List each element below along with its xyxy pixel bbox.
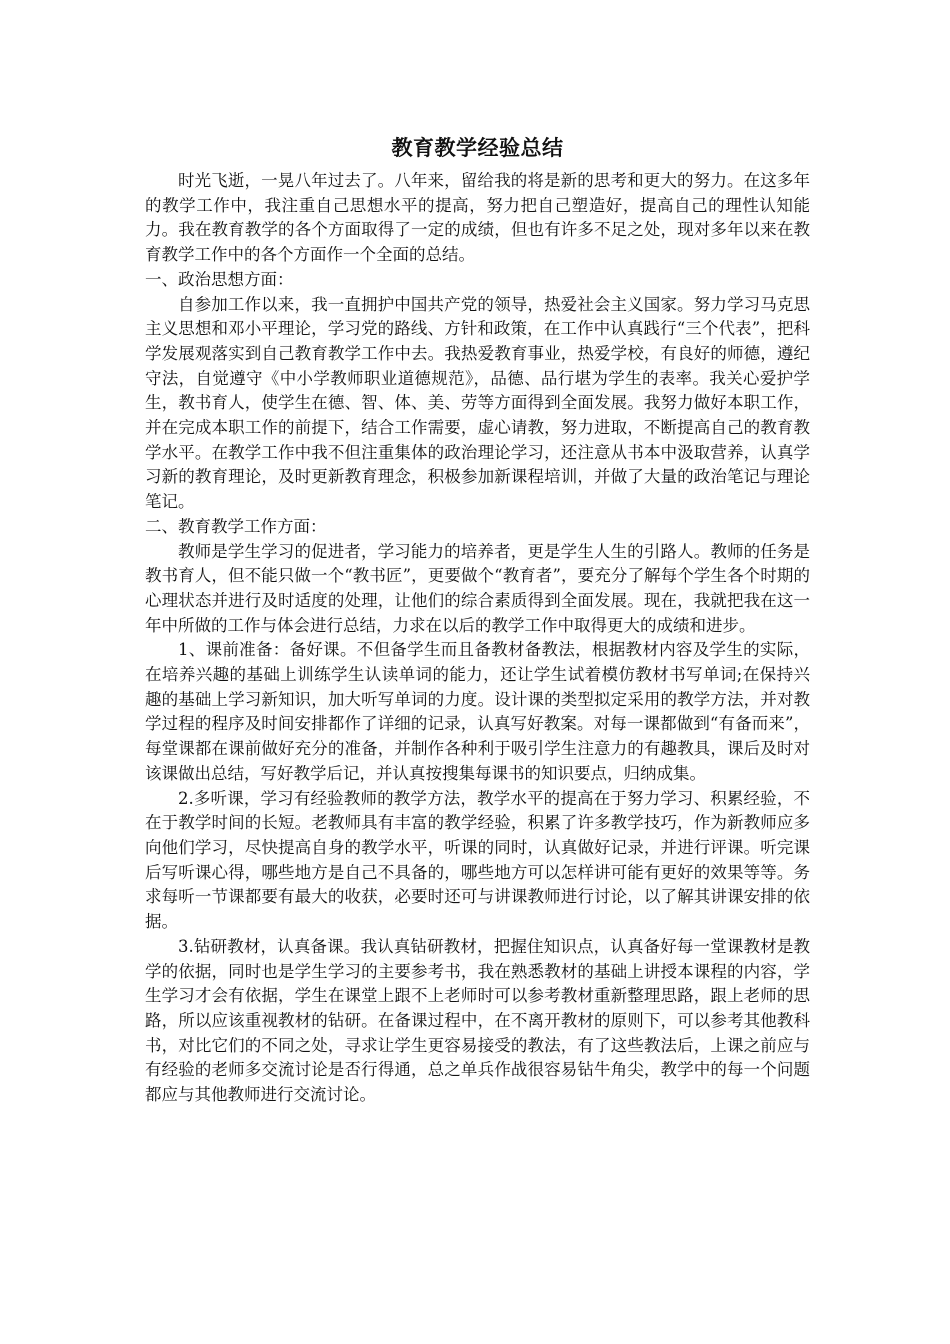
lesson-prep-paragraph: 1、课前准备：备好课。不但备学生而且备教材备教法，根据教材内容及学生的实际，在培养兴趣的基础上训练学生认读单词的能力，还让学生试着模仿教材书写单词;在保持兴趣的基础上学习新知识，加大听写单词的力度。设计课的类型拟定采用的教学方法，并对教学过程的程序及时间安排都作了详细的记录，认真写好教案。对每一课都做到“有备而来”，每堂课都在课前做好充分的准备，并制作各种利于吸引学生注意力的有趣教具，课后及时对该课做出总结，写好教学后记，并认真按搜集每课书的知识要点，归纳成集。 (145, 640, 810, 783)
observe-classes-paragraph: 2.多听课，学习有经验教师的教学方法，教学水平的提高在于努力学习、积累经验，不在于教学时间的长短。老教师具有丰富的教学经验，积累了许多教学技巧，作为新教师应多向他们学习，尽快提高自身的教学水平，听课的同时，认真做好记录，并进行评课。听完课后写听课心得，哪些地方是自己不具备的，哪些地方可以怎样讲可能有更好的效果等等。务求每听一节课都要有最大的收获，必要时还可与讲课教师进行讨论，以了解其讲课安排的依据。 (145, 788, 810, 932)
document-title: 教育教学经验总结 (391, 136, 564, 160)
study-materials-paragraph: 3.钻研教材，认真备课。我认真钻研教材，把握住知识点，认真备好每一堂课教材是教学的依据，同时也是学生学习的主要参考书，我在熟悉教材的基础上讲授本课程的内容，学生学习才会有依据，学生在课堂上跟不上老师时可以参考教材重新整理思路，跟上老师的思路，所以应该重视教材的钻研。在备课过程中，在不离开教材的原则下，可以参考其他教科书，对比它们的不同之处，寻求让学生更容易接受的教法，有了这些教法后，上课之前应与有经验的老师多交流讨论是否行得通，总之单兵作战很容易钻牛角尖，教学中的每一个问题都应与其他教师进行交流讨论。 (145, 936, 810, 1105)
intro-paragraph: 时光飞逝，一晃八年过去了。八年来，留给我的将是新的思考和更大的努力。在这多年的教学工作中，我注重自己思想水平的提高，努力把自己塑造好，提高自己的理性认知能力。我在教育教学的各个方面取得了一定的成绩，但也有许多不足之处，现对多年以来在教育教学工作中的各个方面作一个全面的总结。 (145, 171, 810, 265)
section-heading-political: 一、政治思想方面： (145, 269, 294, 289)
teaching-intro-paragraph: 教师是学生学习的促进者，学习能力的培养者，更是学生人生的引路人。教师的任务是教书育人，但不能只做一个“教书匠”，更要做个“教育者”，要充分了解每个学生各个时期的心理状态并进行及时适度的处理，让他们的综合素质得到全面发展。现在，我就把我在这一年中所做的工作与体会进行总结，力求在以后的教学工作中取得更大的成绩和进步。 (145, 541, 810, 635)
section-heading-teaching: 二、教育教学工作方面： (145, 516, 327, 536)
political-paragraph: 自参加工作以来，我一直拥护中国共产党的领导，热爱社会主义国家。努力学习马克思主义思想和邓小平理论，学习党的路线、方针和政策，在工作中认真践行“三个代表”，把科学发展观落实到自己教育教学工作中去。我热爱教育事业，热爱学校，有良好的师德，遵纪守法，自觉遵守《中小学教师职业道德规范》，品德、品行堪为学生的表率。我关心爱护学生，教书育人，使学生在德、智、体、美、劳等方面得到全面发展。我努力做好本职工作，并在完成本职工作的前提下，结合工作需要，虚心请教，努力进取，不断提高自己的教育教学水平。在教学工作中我不但注重集体的政治理论学习，还注意从书本中汲取营养，认真学习新的教育理论，及时更新教育理念，积极参加新课程培训，并做了大量的政治笔记与理论笔记。 (145, 294, 810, 512)
document-body (145, 133, 810, 1108)
